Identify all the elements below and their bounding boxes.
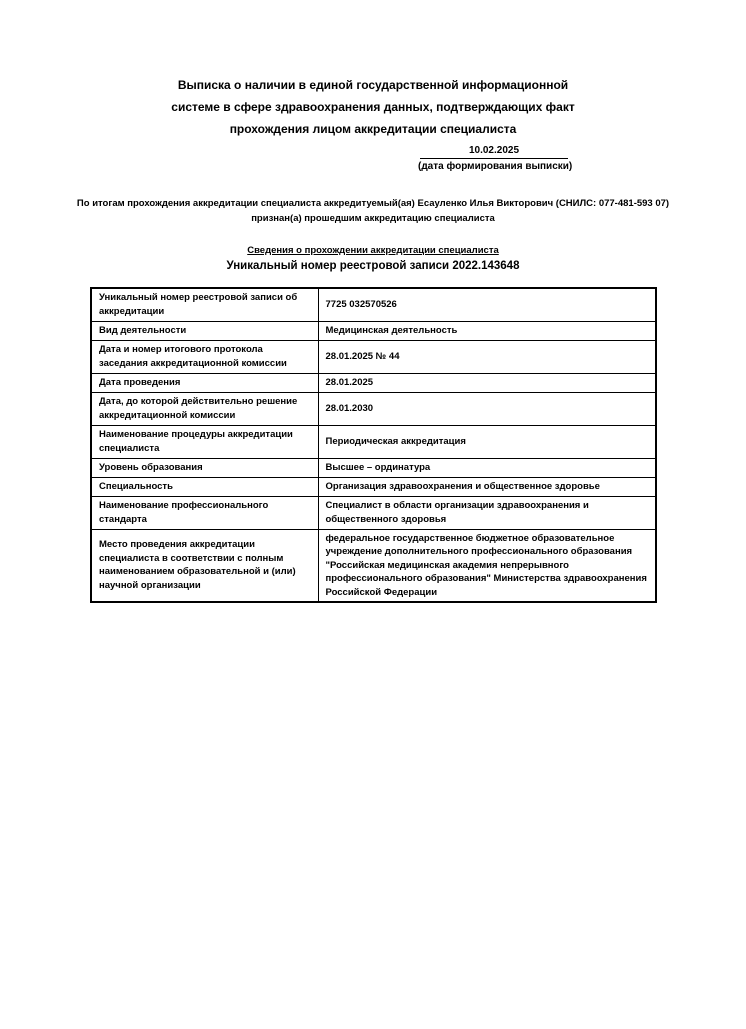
field-value: 28.01.2025 № 44 (318, 340, 656, 373)
table-row (91, 392, 656, 425)
field-value: Высшее – ординатура (318, 458, 656, 477)
table-row (91, 288, 656, 321)
extract-date-block (418, 145, 573, 172)
record-heading: Уникальный номер реестровой записи 2022.143648 (226, 260, 520, 272)
field-value: 28.01.2030 (318, 392, 656, 425)
field-label: Наименование профессионального стандарта (91, 496, 318, 529)
document-title-line: Выписка о наличии в единой государственной информационной (177, 78, 569, 92)
document-title-line: прохождения лицом аккредитации специалиста (229, 122, 517, 136)
table-row (91, 321, 656, 340)
field-label: Уникальный номер реестровой записи об аккредитации (91, 288, 318, 321)
table-row (91, 496, 656, 529)
field-value: Специалист в области организации здравоохранения и общественного здоровья (318, 496, 656, 529)
table-row (91, 477, 656, 496)
field-value: Периодическая аккредитация (318, 425, 656, 458)
table-row (91, 340, 656, 373)
field-label: Наименование процедуры аккредитации специалиста (91, 425, 318, 458)
intro-paragraph: По итогам прохождения аккредитации специалиста аккредитуемый(ая) Есауленко Илья Викторович (СНИЛС: 077-481-593 07) признан(а) прошедшим аккредитацию специалиста (76, 198, 670, 224)
document-title (0, 74, 746, 140)
field-value: 7725 032570526 (318, 288, 656, 321)
field-label: Место проведения аккредитации специалиста в соответствии с полным наименованием образовательной и (или) научной организации (91, 529, 318, 602)
field-value: Организация здравоохранения и общественное здоровье (318, 477, 656, 496)
field-label: Дата, до которой действительно решение аккредитационной комиссии (91, 392, 318, 425)
section-heading: Сведения о прохождении аккредитации специалиста (247, 245, 499, 256)
table-row (91, 529, 656, 602)
field-label: Дата и номер итогового протокола заседания аккредитационной комиссии (91, 340, 318, 373)
extract-date-value: 10.02.2025 (420, 145, 568, 159)
field-value: Медицинская деятельность (318, 321, 656, 340)
table-row (91, 373, 656, 392)
field-label: Специальность (91, 477, 318, 496)
field-value: 28.01.2025 (318, 373, 656, 392)
field-label: Вид деятельности (91, 321, 318, 340)
table-row (91, 425, 656, 458)
document-title-line: системе в сфере здравоохранения данных, подтверждающих факт (171, 100, 575, 114)
accreditation-table (90, 287, 657, 603)
table-row (91, 458, 656, 477)
field-value: федеральное государственное бюджетное образовательное учреждение дополнительного профессионального образования "Российская медицинская академия непрерывного профессионального образования" Министерства здравоохранения Российской Федерации (318, 529, 656, 602)
field-label: Уровень образования (91, 458, 318, 477)
extract-date-caption: (дата формирования выписки) (418, 161, 573, 172)
field-label: Дата проведения (91, 373, 318, 392)
